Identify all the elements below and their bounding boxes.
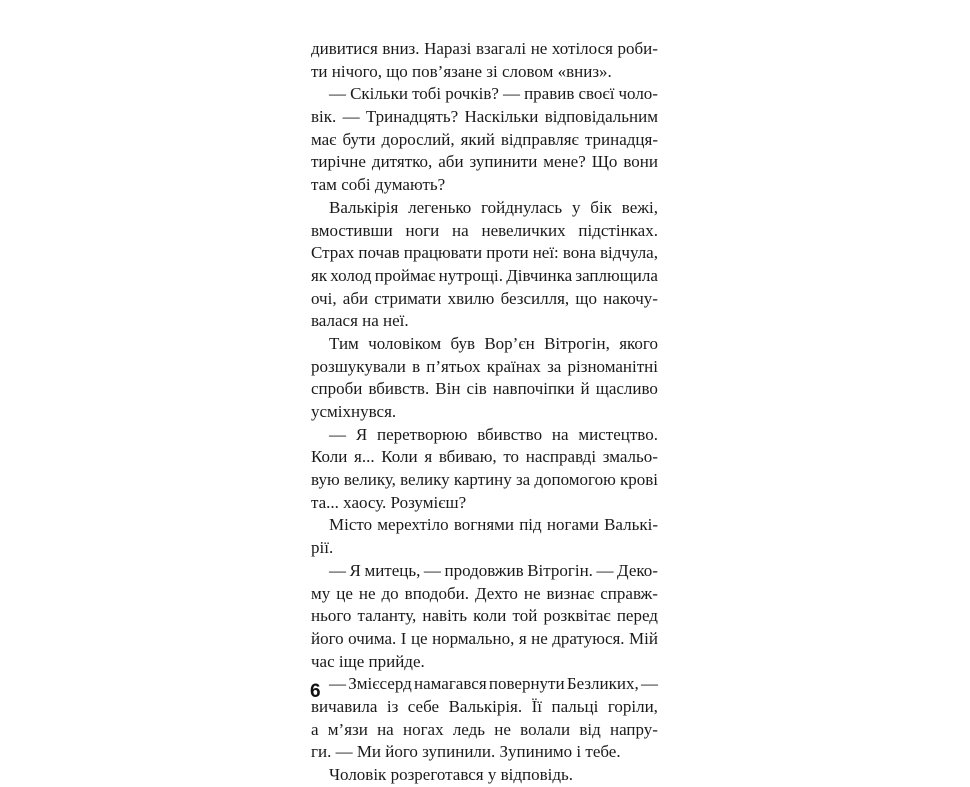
- word: —: [329, 674, 346, 694]
- word: хвилю: [447, 288, 495, 308]
- word: я: [424, 447, 433, 467]
- word: продовжив: [444, 560, 524, 580]
- page-number: 6: [310, 681, 321, 702]
- word: чоловіком: [368, 333, 442, 353]
- word: тобі: [412, 84, 442, 104]
- word: пальці: [551, 696, 599, 716]
- word: горіли,: [607, 696, 658, 716]
- word: таланту,: [357, 606, 417, 626]
- word: своєї: [578, 84, 615, 104]
- word: хотілося: [551, 39, 613, 58]
- word: Вітрогін.: [527, 560, 593, 580]
- word: вогнями: [453, 515, 514, 535]
- word: почав: [358, 243, 400, 263]
- text-line: [311, 673, 658, 696]
- word: чоло-: [618, 84, 658, 104]
- word: щасливо: [595, 379, 658, 399]
- word: безсилля,: [500, 288, 570, 308]
- text-line: [311, 38, 658, 61]
- text-line: Чоловік розреготався у відповідь.: [329, 765, 574, 784]
- word: Наразі: [424, 39, 472, 58]
- word: відповідальним: [544, 107, 658, 127]
- word: п’ятьох: [426, 356, 481, 376]
- word: —: [502, 84, 520, 104]
- text-line: [311, 333, 658, 356]
- text-line: [311, 151, 658, 174]
- word: —: [329, 84, 346, 104]
- word: гойднулась: [481, 197, 563, 217]
- word: вежі,: [621, 197, 658, 217]
- word: —: [596, 560, 614, 580]
- text-line: [311, 220, 658, 243]
- word: відправляє: [500, 129, 579, 149]
- word: за: [515, 470, 531, 490]
- word: перетворюю: [376, 424, 468, 444]
- word: Вор’єн: [484, 333, 535, 353]
- word: змальо-: [602, 447, 658, 467]
- word: допомогою: [534, 470, 616, 490]
- word: вмостивши: [311, 220, 393, 240]
- word: Я: [355, 424, 368, 444]
- word: перед: [616, 606, 658, 626]
- word: аби: [342, 288, 369, 308]
- word: —: [329, 560, 346, 580]
- word: не: [530, 39, 548, 58]
- word: не: [358, 583, 376, 603]
- word: який: [460, 129, 495, 149]
- word: то: [503, 447, 520, 467]
- word: розшукували: [311, 356, 406, 376]
- text-line: [311, 83, 658, 106]
- word: рочків?: [445, 84, 499, 104]
- word: Страх: [311, 243, 355, 263]
- word: на: [452, 220, 469, 240]
- text-line: [311, 197, 658, 220]
- word: спроби: [311, 379, 363, 399]
- word: різноманітні: [567, 356, 658, 376]
- text-line: [311, 719, 658, 742]
- text-line: ти нічого, що пов’язане зі словом «вниз».: [311, 61, 612, 81]
- word: це: [410, 628, 428, 648]
- word: вбиваю,: [438, 447, 497, 467]
- word: нутрощі.: [438, 265, 503, 285]
- word: Валькірія: [329, 197, 399, 217]
- word: вік.: [311, 107, 337, 127]
- word: вони: [623, 152, 658, 172]
- word: я: [518, 628, 527, 648]
- word: м’язи: [327, 719, 368, 739]
- word: Я: [349, 560, 361, 580]
- text-line: [311, 378, 658, 401]
- word: нього: [311, 606, 352, 626]
- text-line: там собі думають?: [311, 175, 446, 195]
- word: мерехтіло: [377, 515, 449, 535]
- word: му: [311, 583, 331, 603]
- text-line: [311, 696, 658, 719]
- word: неї:: [532, 243, 559, 263]
- word: на: [377, 719, 394, 739]
- word: напру-: [610, 719, 658, 739]
- word: накочу-: [603, 288, 658, 308]
- word: зупинити: [469, 152, 538, 172]
- text-line: [311, 446, 658, 469]
- word: не: [494, 719, 511, 739]
- word: вниз.: [382, 39, 420, 58]
- word: картину: [453, 470, 512, 490]
- word: очі,: [311, 288, 337, 308]
- word: митець,: [364, 560, 421, 580]
- word: бути: [342, 129, 376, 149]
- word: Дехто: [474, 583, 518, 603]
- word: на: [551, 424, 569, 444]
- text-line: [311, 514, 658, 537]
- word: Дівчинка: [506, 265, 573, 285]
- word: вона: [562, 243, 596, 263]
- word: очима.: [348, 628, 397, 648]
- word: у: [571, 197, 581, 217]
- word: Тринадцять?: [365, 107, 459, 127]
- word: Безликих,: [566, 674, 639, 694]
- word: до: [381, 583, 399, 603]
- word: Її: [531, 696, 542, 716]
- word: сів: [466, 379, 487, 399]
- word: взагалі: [475, 39, 527, 58]
- word: проти: [486, 243, 529, 263]
- word: справж-: [600, 583, 658, 603]
- word: невеличких: [481, 220, 566, 240]
- word: повернути: [488, 674, 565, 694]
- word: Тим: [329, 333, 359, 353]
- text-line: [311, 424, 658, 447]
- word: роби-: [617, 39, 658, 58]
- word: заплющила: [575, 265, 658, 285]
- word: насправді: [525, 447, 597, 467]
- text-line: усміхнувся.: [311, 402, 397, 421]
- word: й: [580, 379, 590, 399]
- word: під: [519, 515, 542, 535]
- word: Наскільки: [464, 107, 539, 127]
- word: велику,: [343, 470, 396, 490]
- word: той: [512, 606, 538, 626]
- word: намагався: [414, 674, 487, 694]
- word: велику: [400, 470, 450, 490]
- word: бік: [590, 197, 612, 217]
- word: його: [311, 628, 344, 648]
- word: Мій: [629, 628, 658, 648]
- word: —: [423, 560, 441, 580]
- word: Він: [435, 379, 461, 399]
- word: мене?: [543, 152, 586, 172]
- word: підстінках.: [578, 220, 658, 240]
- word: крові: [619, 470, 658, 490]
- word: дратуюся.: [552, 628, 625, 648]
- word: —: [640, 674, 658, 694]
- word: Деко-: [617, 560, 658, 580]
- word: стримати: [374, 288, 442, 308]
- word: Змієсерд: [348, 674, 412, 694]
- word: це: [336, 583, 353, 603]
- word: —: [329, 424, 346, 444]
- text-line: ги. — Ми його зупинили. Зупинимо і тебе.: [311, 742, 621, 762]
- word: тринадця-: [584, 129, 658, 149]
- text-line: [311, 242, 658, 265]
- text-line: [311, 583, 658, 606]
- word: Валькі-: [604, 515, 658, 535]
- word: як: [311, 265, 328, 285]
- word: Валькірія.: [448, 696, 523, 716]
- word: був: [450, 333, 475, 353]
- text-line: та... хаосу. Розумієш?: [311, 492, 467, 512]
- text-line: [311, 356, 658, 379]
- text-line: [311, 605, 658, 628]
- word: коли: [473, 606, 507, 626]
- word: нормально,: [432, 628, 515, 648]
- text-line: [311, 129, 658, 152]
- text-line: валася на неї.: [311, 311, 409, 331]
- word: вподоби.: [404, 583, 469, 603]
- word: із: [386, 696, 399, 716]
- word: волали: [520, 719, 571, 739]
- word: ногах: [402, 719, 444, 739]
- word: дитятко,: [371, 152, 433, 172]
- word: вичавила: [311, 696, 378, 716]
- word: І: [400, 628, 407, 648]
- word: —: [342, 107, 360, 127]
- word: Вітрогін,: [544, 333, 610, 353]
- word: не: [531, 628, 548, 648]
- text-line: [311, 265, 658, 288]
- text-line: [311, 106, 658, 129]
- word: якого: [619, 333, 658, 353]
- text-line: [311, 288, 658, 311]
- word: ноги: [405, 220, 440, 240]
- word: навпочіпки: [492, 379, 575, 399]
- word: а: [311, 719, 319, 739]
- word: ногами: [546, 515, 599, 535]
- word: легенько: [408, 197, 472, 217]
- word: холод: [330, 265, 372, 285]
- word: в: [412, 356, 421, 376]
- word: Скільки: [350, 84, 408, 104]
- word: дорослий,: [381, 129, 455, 149]
- word: вую: [311, 470, 340, 490]
- word: тирічне: [311, 152, 366, 172]
- word: я...: [354, 447, 375, 467]
- word: правив: [524, 84, 575, 104]
- word: працювати: [403, 243, 483, 263]
- text-line: [311, 469, 658, 492]
- text-line: [311, 560, 658, 583]
- text-line: [311, 628, 658, 651]
- word: Що: [591, 152, 618, 172]
- word: дивитися: [311, 39, 378, 58]
- text-line: час іще прийде.: [311, 651, 425, 671]
- word: вбивств.: [368, 379, 430, 399]
- word: відчула,: [600, 243, 658, 263]
- word: проймає: [374, 265, 436, 285]
- word: вбивство: [477, 424, 543, 444]
- word: за: [547, 356, 562, 376]
- word: не: [523, 583, 541, 603]
- word: мистецтво.: [578, 424, 658, 444]
- word: Коли: [381, 447, 418, 467]
- word: навіть: [422, 606, 467, 626]
- word: себе: [407, 696, 440, 716]
- word: визнає: [546, 583, 595, 603]
- word: що: [575, 288, 597, 308]
- word: ледь: [452, 719, 486, 739]
- body-text: [311, 38, 658, 787]
- text-line: рії.: [311, 538, 334, 558]
- word: розквітає: [543, 606, 611, 626]
- word: Місто: [329, 515, 373, 535]
- word: від: [579, 719, 601, 739]
- word: має: [311, 129, 337, 149]
- word: країнах: [486, 356, 541, 376]
- word: Коли: [311, 447, 348, 467]
- word: аби: [438, 152, 464, 172]
